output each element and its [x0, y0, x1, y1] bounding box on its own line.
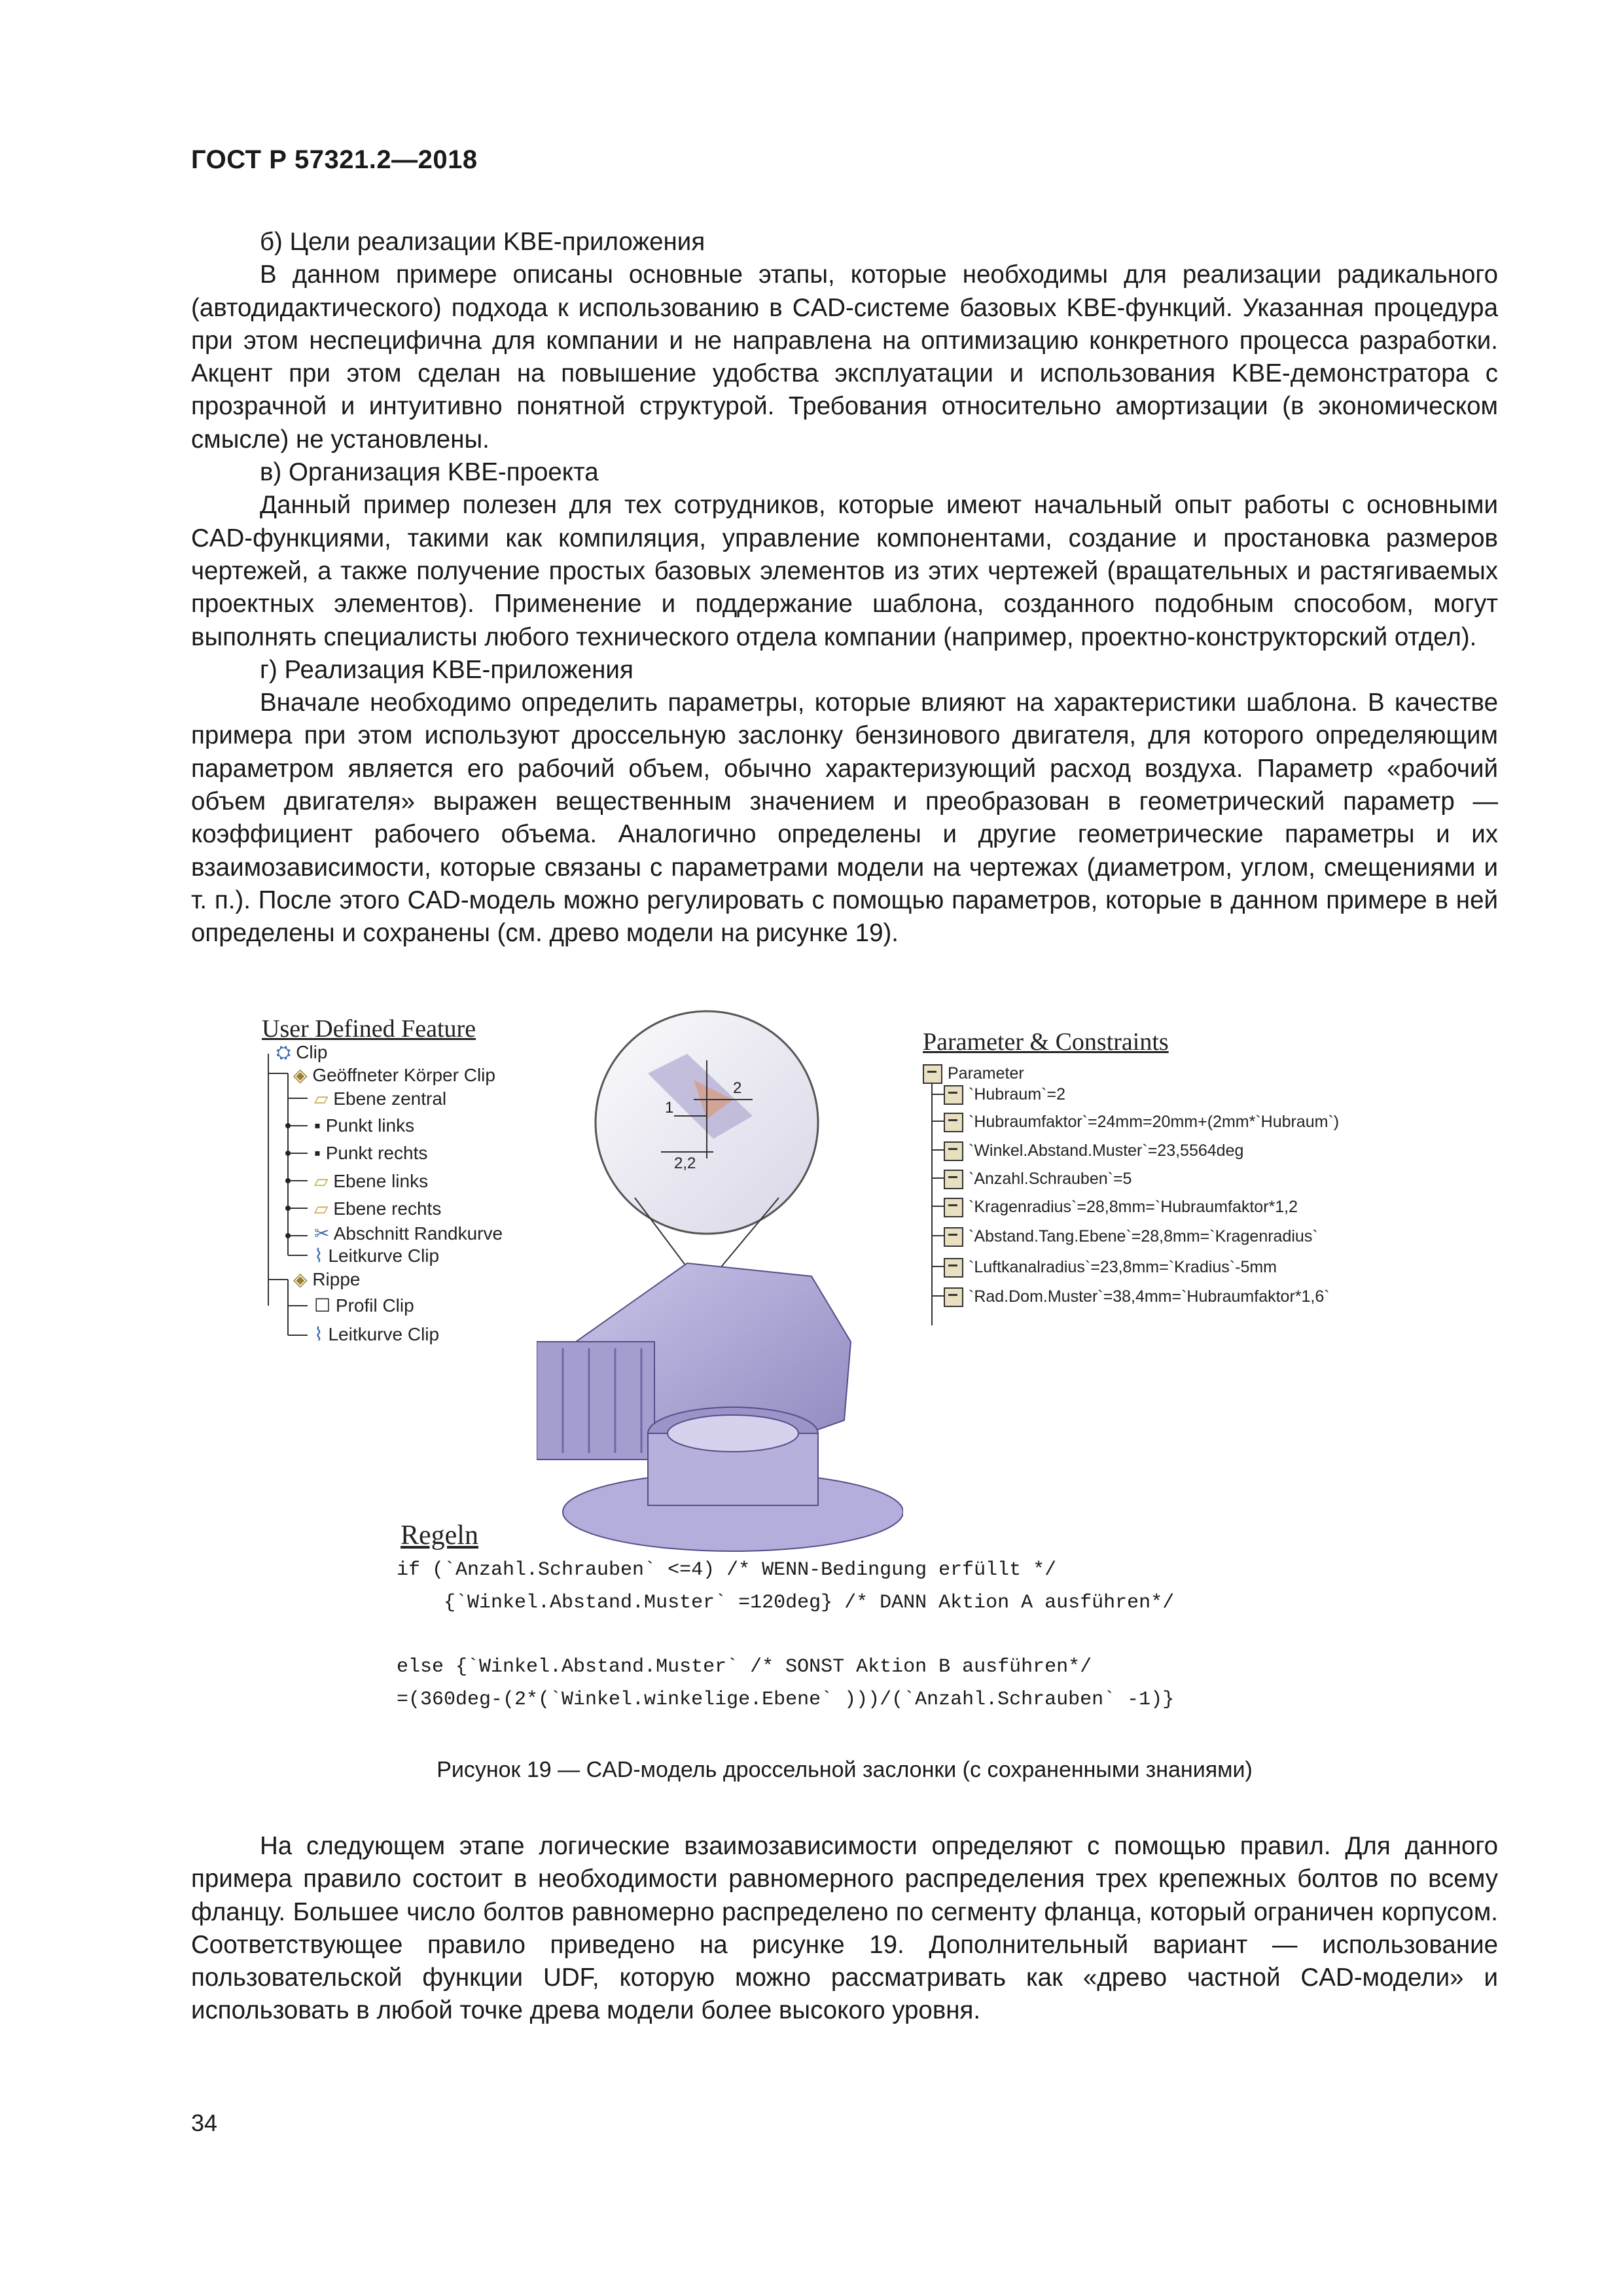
parameter-row: `Rad.Dom.Muster`=38,4mm=`Hubraumfaktor*1,6` — [944, 1287, 1330, 1307]
section-heading-b: б) Цели реализации KBE-приложения — [260, 228, 705, 256]
document-header: ГОСТ Р 57321.2—2018 — [191, 145, 478, 174]
plane-icon: ▱ — [314, 1198, 329, 1219]
plane-icon: ▱ — [314, 1088, 329, 1109]
dim-label: 1 — [665, 1099, 674, 1117]
parameter-row: `Hubraumfaktor`=24mm=20mm+(2mm*`Hubraum`) — [944, 1113, 1339, 1132]
tree-item: ◈ Geöffneter Körper Clip — [293, 1065, 495, 1085]
tree-item: ✂ Abschnitt Randkurve — [314, 1223, 503, 1244]
tree-item: ⛭ Clip — [276, 1042, 328, 1062]
parameter-icon — [944, 1170, 963, 1189]
tree-item: ▱ Ebene zentral — [314, 1088, 447, 1109]
page-number: 34 — [191, 2109, 218, 2136]
section-heading-g: г) Реализация KBE-приложения — [260, 655, 633, 684]
formula-icon — [944, 1287, 963, 1307]
parameter-row: `Abstand.Tang.Ebene`=28,8mm=`Kragenradius` — [944, 1227, 1318, 1247]
tree-item: ⌇ Leitkurve Clip — [314, 1324, 440, 1344]
tree-item: ▱ Ebene rechts — [314, 1198, 442, 1219]
parameter-row: `Kragenradius`=28,8mm=`Hubraumfaktor*1,2 — [944, 1198, 1298, 1217]
parameter-row: `Winkel.Abstand.Muster`=23,5564deg — [944, 1141, 1243, 1161]
parameter-icon — [944, 1085, 963, 1105]
point-icon: ▪ — [314, 1143, 321, 1163]
formula-icon — [944, 1198, 963, 1217]
paragraph: На следующем этапе логические взаимозависимости определяют с помощью правил. Для данного примера правило состоит в необходимости равномерного распределения трех крепежных болтов по всему фланцу. Большее число болтов равномерно распределено по сегменту фланца, который ограничен корпусом. Соответствующее правило приведено на рисунке 19. Дополнительный вариант — использование пользовательской функции UDF, которую можно рассматривать как «древо частной CAD-модели» и использовать в любой точке древа модели более высокого уровня. — [191, 1832, 1498, 2025]
formula-icon — [944, 1113, 963, 1132]
body-text-top — [191, 226, 1498, 950]
parameter-row: `Hubraum`=2 — [944, 1085, 1065, 1105]
dim-label: 2 — [733, 1079, 742, 1097]
paragraph: В данном примере описаны основные этапы, которые необходимы для реализации радикального (автодидактического) подхода к использованию в CAD-системе базовых KBE-функций. Указанная процедура при этом неспецифична для компании и не направлена на оптимизацию конкретного процесса разработки. Акцент при этом сделан на повышение удобства эксплуатации и использования KBE-демонстратора с прозрачной и интуитивно понятной структурой. Требования относительно амортизации (в экономическом смысле) не установлены. — [191, 260, 1498, 454]
plane-icon: ▱ — [314, 1171, 329, 1191]
paragraph: Вначале необходимо определить параметры, которые влияют на характеристики шаблона. В качестве примера при этом используют дроссельную заслонку бензинового двигателя, для которого определяющим параметром является его рабочий объем, обычно характеризующий расход воздуха. Параметр «рабочий объем двигателя» выражен вещественным значением и преобразован в геометрический параметр — коэффициент рабочего объема. Аналогично определены и другие геометрические параметры и их взаимозависимости, которые связаны с параметрами модели на чертежах (диаметром, углом, смещениями и т. п.). После этого CAD-модель можно регулировать с помощью параметров, которые в данном примере в ней определены и сохранены (см. древо модели на рисунке 19). — [191, 689, 1498, 948]
pc-title: Parameter & Constraints — [923, 1028, 1169, 1056]
curve-icon: ✂ — [314, 1223, 330, 1244]
tree-item: ▱ Ebene links — [314, 1171, 429, 1191]
sketch-icon: ☐ — [314, 1295, 331, 1316]
figure-19 — [249, 1001, 1374, 1741]
tree-item: ▪ Punkt links — [314, 1115, 415, 1136]
paragraph: Данный пример полезен для тех сотрудников, которые имеют начальный опыт работы с основными CAD-функциями, такими как компиляция, управление компонентами, создание и простановка размеров чертежей, а также получение простых базовых элементов из этих чертежей (вращательных и растягиваемых проектных элементов). Применение и поддержание шаблона, созданного подобным способом, могут выполнять специалисты любого технического отдела компании (например, проектно-конструкторский отдел). — [191, 491, 1498, 651]
body-icon: ◈ — [293, 1065, 308, 1085]
figure-caption: Рисунок 19 — CAD-модель дроссельной заслонки (с сохраненными знаниями) — [437, 1757, 1253, 1782]
body-text-bottom — [191, 1830, 1498, 2028]
code-line: {`Winkel.Abstand.Muster` =120deg} /* DANN Aktion A ausführen*/ — [397, 1592, 1175, 1614]
tree-item: ⌇ Leitkurve Clip — [314, 1246, 440, 1266]
tree-item: ◈ Rippe — [293, 1269, 361, 1289]
formula-icon — [944, 1258, 963, 1278]
dim-label: 2,2 — [674, 1155, 696, 1172]
udf-title: User Defined Feature — [262, 1015, 476, 1043]
sketch-icon: ⌇ — [314, 1246, 323, 1266]
section-heading-v: в) Организация KBE-проекта — [260, 458, 599, 487]
sketch-icon: ⌇ — [314, 1324, 323, 1344]
rib-icon: ◈ — [293, 1269, 308, 1289]
parameter-icon — [944, 1141, 963, 1161]
parameter-icon — [923, 1064, 942, 1084]
feature-tree — [249, 1042, 524, 1355]
parameter-row: `Luftkanalradius`=23,8mm=`Kradius`-5mm — [944, 1258, 1277, 1278]
code-line: =(360deg-(2*(`Winkel.winkelige.Ebene` )))/(`Anzahl.Schrauben` -1)} — [397, 1689, 1175, 1711]
tree-item: ▪ Punkt rechts — [314, 1143, 428, 1163]
rules-title: Regeln — [401, 1520, 478, 1551]
code-line: else {`Winkel.Abstand.Muster` /* SONST Aktion B ausführen*/ — [397, 1656, 1092, 1678]
formula-icon — [944, 1227, 963, 1247]
parameter-row: `Anzahl.Schrauben`=5 — [944, 1170, 1132, 1189]
parameter-root: Parameter — [923, 1064, 1024, 1084]
code-line: if (`Anzahl.Schrauben` <=4) /* WENN-Bedingung erfüllt */ — [397, 1559, 1057, 1581]
tree-item: ☐ Profil Clip — [314, 1295, 414, 1316]
cad-model-illustration — [537, 1001, 903, 1564]
point-icon: ▪ — [314, 1115, 321, 1136]
udf-icon: ⛭ — [276, 1042, 291, 1062]
